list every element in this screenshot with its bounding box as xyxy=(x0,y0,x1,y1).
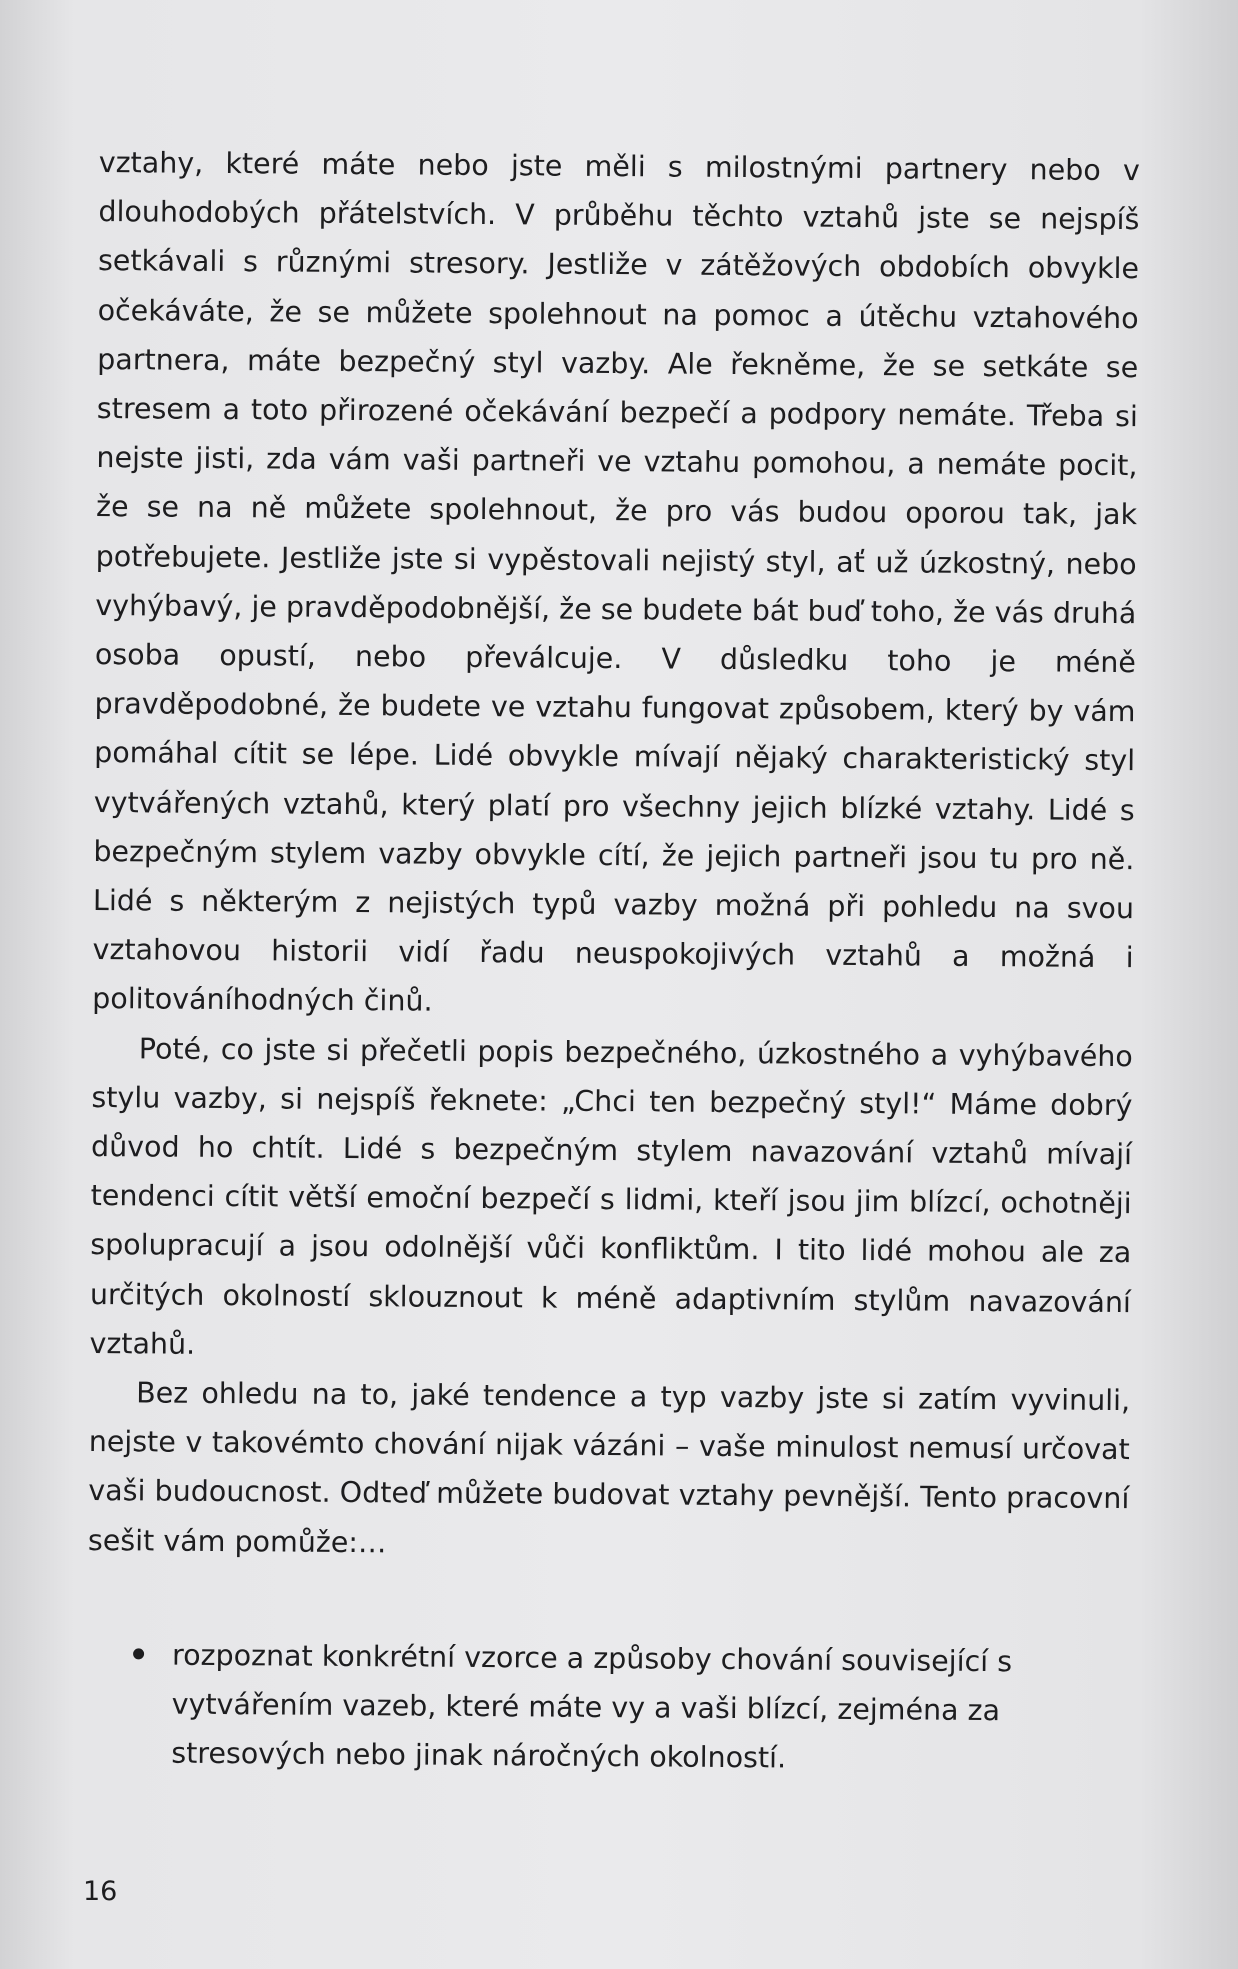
body-text xyxy=(86,138,1140,1786)
list-item xyxy=(86,1630,1128,1786)
paragraph-2: Poté, co jste si přečetli popis bezpečného, úzkostného a vyhýbavého stylu vazby, si nejspíš řeknete: „Chci ten bezpečný styl!“ Máme dobrý důvod ho chtít. Lidé s bezpečným stylem navazování vztahů mívají tendenci cítit větší emoční bezpečí s lidmi, kteří jsou jim blízcí, ochotněji spolupracují a jsou odolnější vůči konfliktům. I tito lidé mohou ale za určitých okolností sklouznout k méně adaptivním stylům navazování vztahů. xyxy=(89,1031,1133,1361)
bullet-list xyxy=(86,1630,1128,1786)
paragraph-1: vztahy, které máte nebo jste měli s milostnými partnery nebo v dlouhodobých přátelstvích. V průběhu těchto vztahů jste se nejspíš setkávali s různými stresory. Jestliže v zátěžových obdobích obvykle očekáváte, že se můžete spolehnout na pomoc a útěchu vztahového partnera, máte bezpečný styl vazby. Ale řekněme, že se setkáte se stresem a toto přirozené očekávání bezpečí a podpory nemáte. Třeba si nejste jisti, zda vám vaši partneři ve vztahu pomohou, a nemáte pocit, že se na ně můžete spolehnout, že pro vás budou oporou tak, jak potřebujete. Jestliže jste si vypěstovali nejistý styl, ať už úzkostný, nebo vyhýbavý, je pravděpodobnější, že se budete bát buď toho, že vás druhá osoba opustí, nebo převálcuje. V důsledku toho je méně pravděpodobné, že budete ve vztahu fungovat způsobem, který by vám pomáhal cítit se lépe. Lidé obvykle mívají nějaký charakteristický styl vytvářených vztahů, který platí pro všechny jejich blízké vztahy. Lidé s bezpečným stylem vazby obvykle cítí, že jejich partneři jsou tu pro ně. Lidé s některým z nejistých typů vazby možná při pohledu na svou vztahovou historii vidí řadu neuspokojivých vztahů a možná i politováníhodných činů. xyxy=(92,145,1140,1019)
paragraph-3: Bez ohledu na to, jaké tendence a typ vazby jste si zatím vyvinuli, nejste v takovémto chování nijak vázáni – vaše minulost nemusí určovat vaši budoucnost. Odteď můžete budovat vztahy pevnější. Tento pracovní sešit vám pomůže:… xyxy=(87,1376,1131,1559)
list-item-text: rozpoznat konkrétní vzorce a způsoby chování související s vytvářením vazeb, které máte vy a vaši blízcí, zejména za stresových nebo jinak náročných okolností. xyxy=(171,1638,1013,1775)
bullet-icon xyxy=(133,1648,144,1659)
page-number: 16 xyxy=(83,1876,118,1907)
